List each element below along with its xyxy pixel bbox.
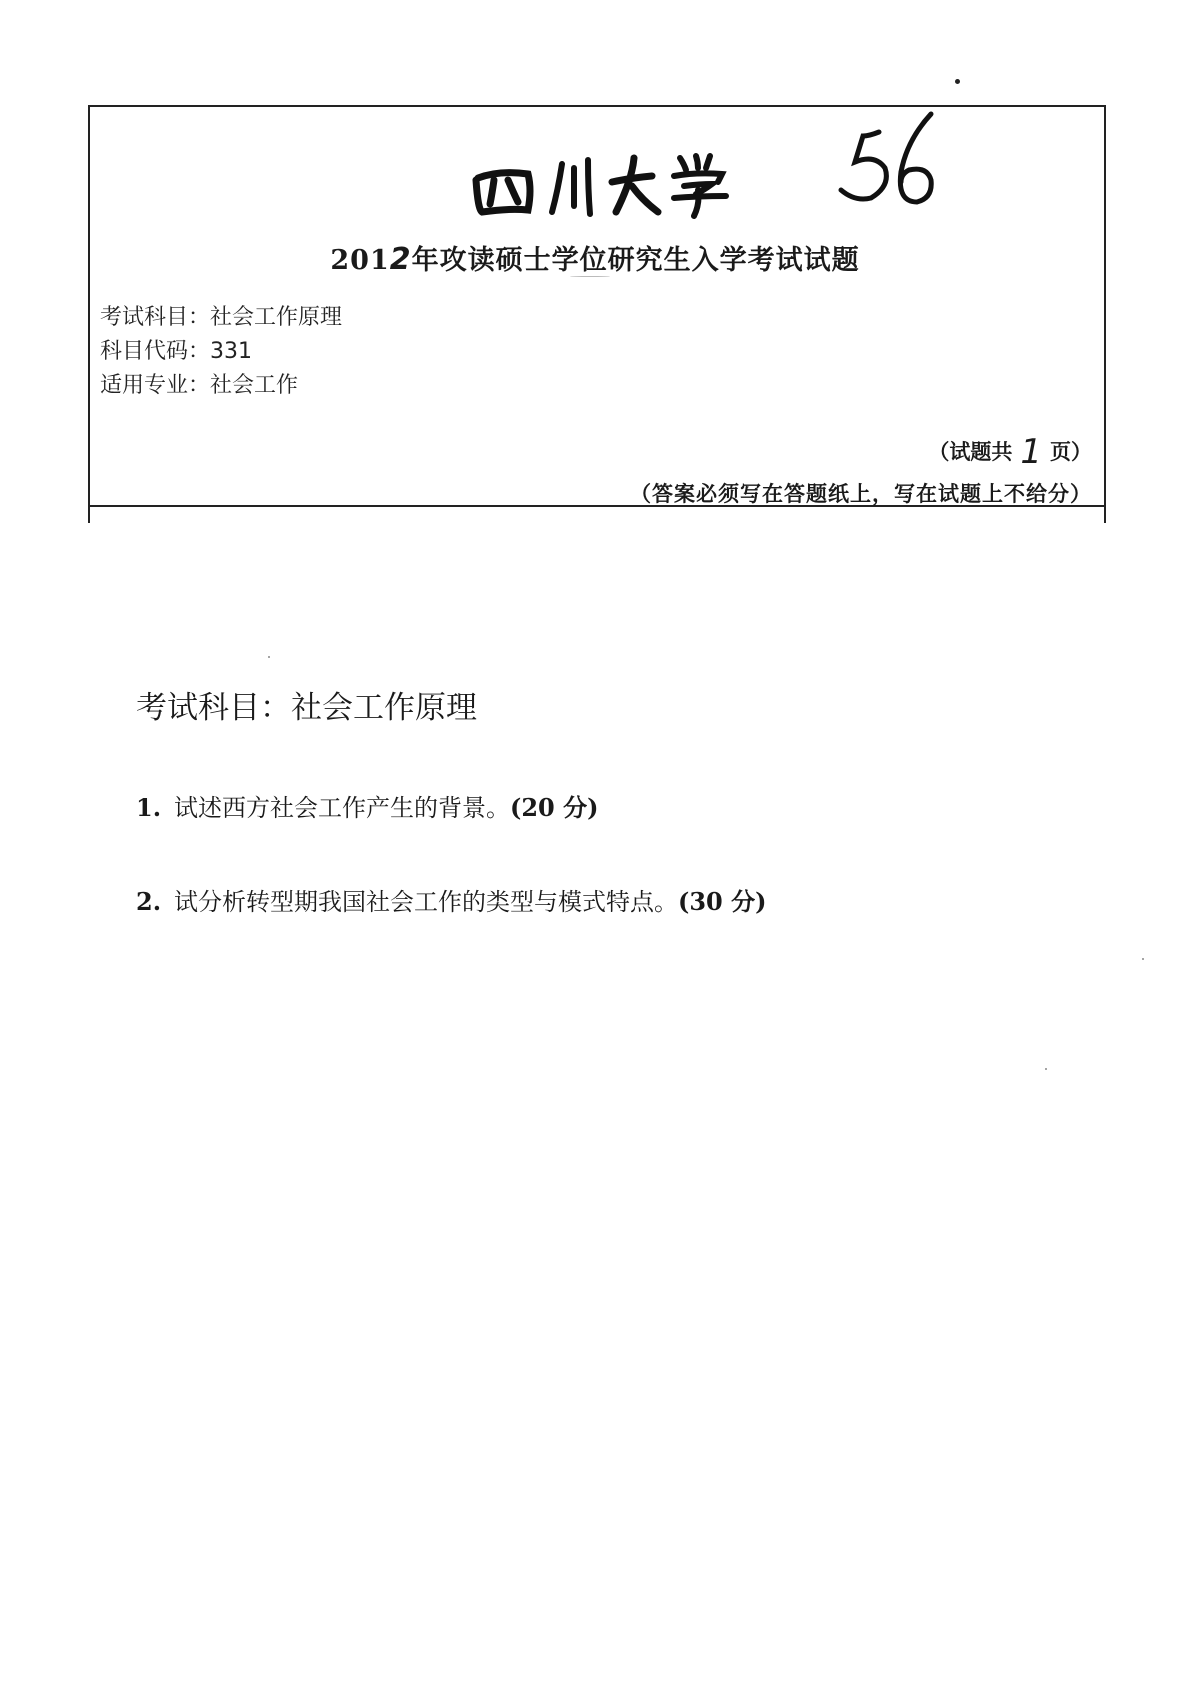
question-1-score: (20 分) — [510, 793, 599, 822]
question-2-score: (30 分) — [678, 887, 767, 916]
subject-heading: 考试科目：社会工作原理 — [136, 690, 477, 726]
box-tick-right — [1104, 505, 1106, 523]
question-1 — [136, 788, 598, 823]
info-major — [100, 368, 298, 399]
question-2 — [136, 882, 766, 917]
university-calligraphy-logo — [470, 150, 740, 220]
scan-speck — [1045, 1068, 1047, 1070]
info-subject-value: 社会工作原理 — [210, 305, 343, 330]
info-code-value: 331 — [210, 339, 253, 364]
page-count — [928, 432, 1092, 472]
info-code-label: 科目代码： — [100, 339, 211, 364]
question-2-text: 试分析转型期我国社会工作的类型与模式特点。 — [174, 888, 678, 916]
info-code — [100, 334, 252, 365]
page-count-value: 1 — [1020, 432, 1042, 472]
question-1-number: 1. — [136, 793, 162, 822]
scan-speck — [1142, 958, 1144, 960]
info-subject-label: 考试科目： — [100, 305, 211, 330]
info-major-value: 社会工作 — [210, 373, 299, 398]
info-subject — [100, 300, 342, 331]
exam-title — [0, 238, 1190, 277]
page-count-suffix: 页） — [1050, 439, 1092, 464]
exam-title-year-prefix: 201 — [330, 245, 390, 276]
scan-speck — [570, 276, 610, 277]
question-2-number: 2. — [136, 887, 162, 916]
info-major-label: 适用专业： — [100, 373, 211, 398]
box-tick-left — [88, 505, 90, 523]
exam-title-text: 年攻读硕士学位研究生入学考试试题 — [411, 245, 860, 276]
exam-title-year-digit: 2 — [389, 242, 412, 277]
answer-note: （答案必须写在答题纸上，写在试题上不给分） — [630, 481, 1092, 506]
scan-speck — [955, 79, 960, 84]
scan-speck — [268, 656, 270, 658]
handwritten-number-56 — [835, 110, 945, 210]
question-1-text: 试述西方社会工作产生的背景。 — [174, 794, 510, 822]
page-count-prefix: （试题共 — [928, 439, 1013, 464]
